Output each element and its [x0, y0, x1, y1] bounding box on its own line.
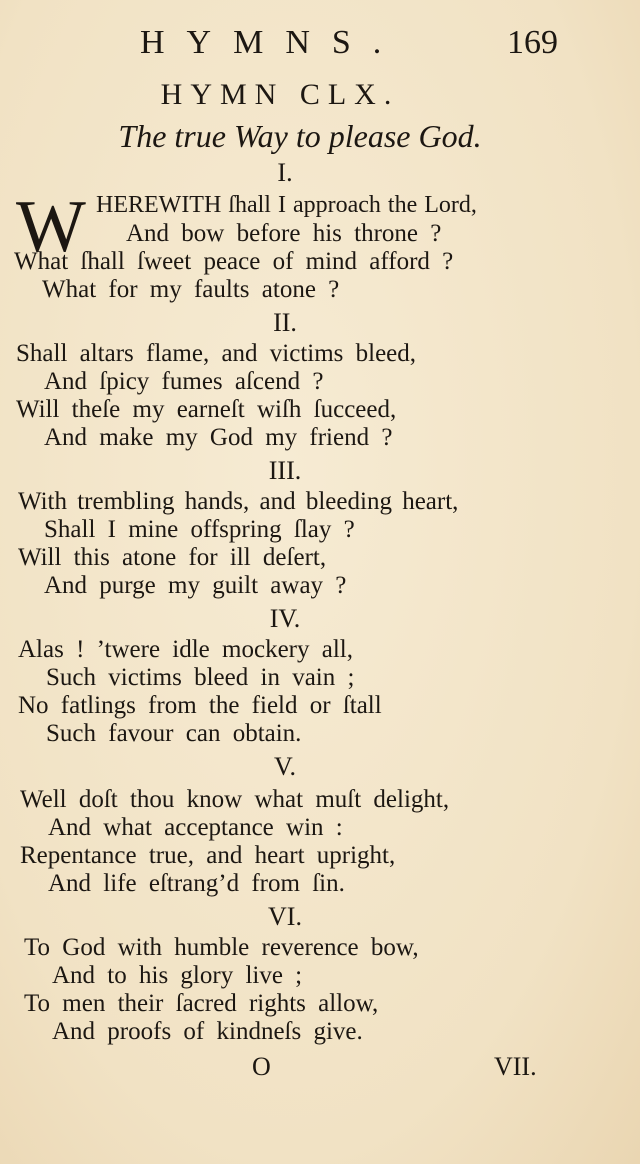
verse-line: And what acceptance win :	[48, 814, 343, 841]
verse-line: HEREWITH ſhall I approach the Lord,	[96, 192, 477, 218]
verse-line: What ſhall ſweet peace of mind afford ?	[14, 248, 454, 275]
verse-line: Shall altars flame, and victims bleed,	[16, 340, 417, 367]
drop-cap: W	[16, 186, 86, 268]
stanza-numeral: IV.	[269, 604, 301, 633]
verse-line: Will theſe my earneſt wiſh ſucceed,	[16, 396, 397, 423]
stanza-numeral: III.	[268, 456, 302, 485]
verse-line: No fatlings from the field or ſtall	[18, 692, 382, 719]
verse-line: Such victims bleed in vain ;	[46, 664, 355, 691]
verse-line: To God with humble reverence bow,	[24, 934, 419, 961]
verse-line: And to his glory live ;	[52, 962, 303, 989]
catchword: VII.	[494, 1052, 537, 1081]
verse-line: And bow before his throne ?	[126, 220, 442, 247]
verse-line: Alas ! ’twere idle mockery all,	[18, 636, 353, 663]
verse-line: Well doſt thou know what muſt delight,	[20, 786, 450, 813]
stanza-numeral: I.	[277, 158, 293, 187]
hymn-number: HYMN CLX.	[160, 78, 400, 111]
hymn-subtitle: The true Way to please God.	[118, 118, 482, 154]
running-head	[0, 22, 640, 66]
page-number: 169	[507, 24, 558, 61]
verse-line: To men their ſacred rights allow,	[24, 990, 379, 1017]
verse-line: And make my God my friend ?	[44, 424, 393, 451]
verse-line: And ſpicy fumes aſcend ?	[44, 368, 324, 395]
verse-line: What for my faults atone ?	[42, 276, 340, 303]
verse-line: Will this atone for ill deſert,	[18, 544, 327, 571]
stanza-numeral: V.	[274, 752, 296, 781]
signature-mark: O	[252, 1052, 271, 1081]
stanza-numeral: VI.	[268, 902, 302, 931]
running-title: HYMNS.	[140, 24, 404, 61]
verse-line: And proofs of kindneſs give.	[52, 1018, 363, 1045]
verse-line: And life eſtrang’d from ſin.	[48, 870, 345, 897]
verse-line: Repentance true, and heart upright,	[20, 842, 396, 869]
stanza-numeral: II.	[273, 308, 297, 337]
verse-line: Such favour can obtain.	[46, 720, 302, 747]
verse-line: And purge my guilt away ?	[44, 572, 347, 599]
verse-line: With trembling hands, and bleeding heart,	[18, 488, 459, 515]
verse-line: Shall I mine offspring ſlay ?	[44, 516, 355, 543]
